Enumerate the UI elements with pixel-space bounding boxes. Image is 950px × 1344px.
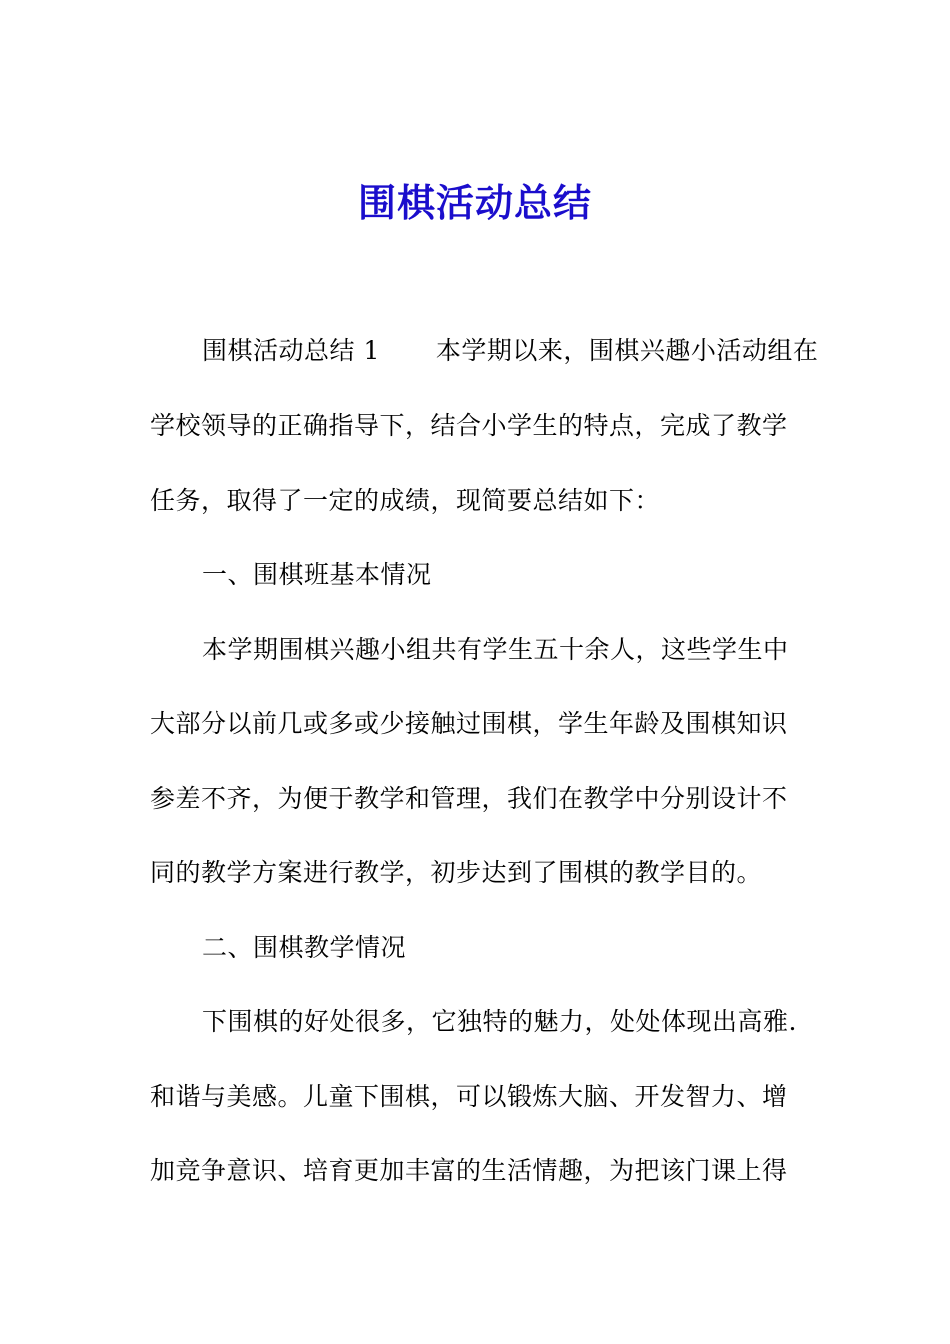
paragraph-line: 大部分以前几或多或少接触过围棋，学生年龄及围棋知识	[150, 709, 788, 738]
paragraph-line: 同的教学方案进行教学，初步达到了围棋的教学目的。	[150, 858, 763, 887]
paragraph-line: 参差不齐，为便于教学和管理，我们在教学中分别设计不	[150, 784, 788, 813]
paragraph-line: 本学期围棋兴趣小组共有学生五十余人，这些学生中	[202, 635, 789, 664]
section-heading: 一、围棋班基本情况	[202, 560, 432, 589]
paragraph-line: 学校领导的正确指导下，结合小学生的特点，完成了教学	[150, 411, 788, 440]
paragraph-line: 下围棋的好处很多，它独特的魅力，处处体现出高雅.	[202, 1007, 797, 1036]
paragraph-line: 加竞争意识、培育更加丰富的生活情趣，为把该门课上得	[150, 1156, 788, 1185]
paragraph-line: 任务，取得了一定的成绩，现简要总结如下：	[150, 486, 661, 515]
paragraph-line	[202, 333, 818, 369]
section-label: 围棋活动总结 1	[202, 336, 380, 365]
section-heading: 二、围棋教学情况	[202, 933, 407, 962]
paragraph-line: 和谐与美感。儿童下围棋，可以锻炼大脑、开发智力、增	[150, 1082, 788, 1111]
document-title: 围棋活动总结	[357, 180, 592, 225]
paragraph-text: 本学期以来，围棋兴趣小活动组在	[435, 336, 819, 365]
